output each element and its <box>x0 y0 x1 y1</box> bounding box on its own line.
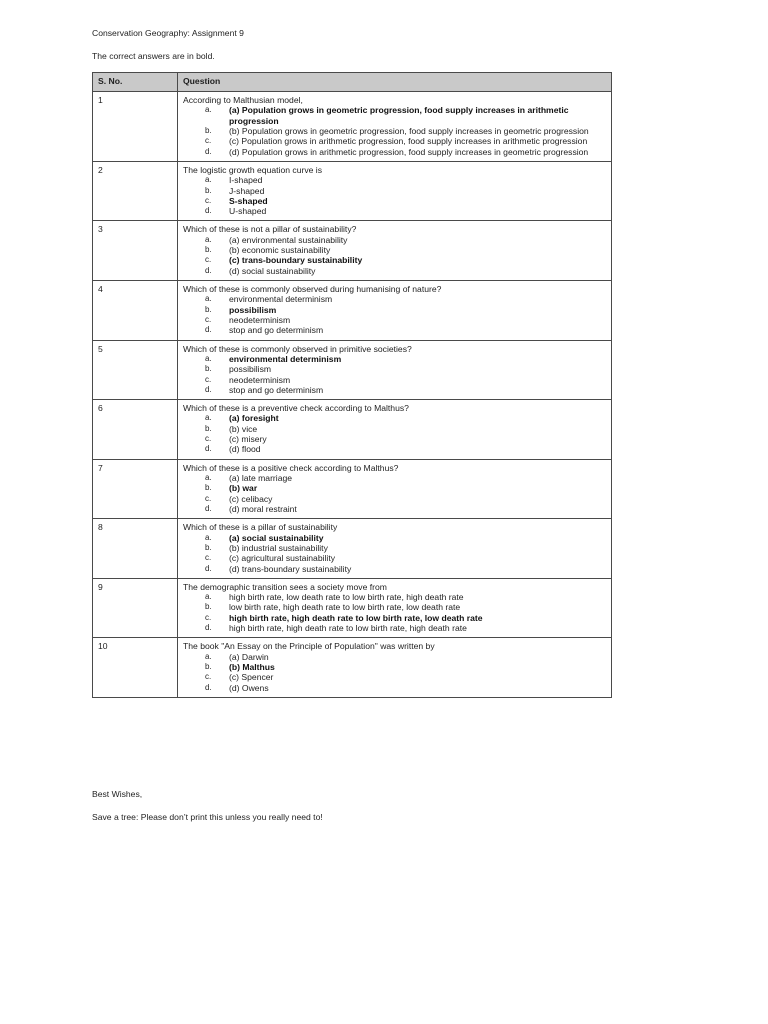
answer-options <box>183 652 606 693</box>
option-text: (d) flood <box>229 444 261 455</box>
option-letter: b. <box>205 245 212 255</box>
answer-option <box>183 105 606 126</box>
answer-option <box>183 533 606 543</box>
answer-option <box>183 434 606 444</box>
question-cell <box>178 340 612 400</box>
option-letter: d. <box>205 206 212 216</box>
option-letter: b. <box>205 542 212 552</box>
answer-options <box>183 105 606 157</box>
option-letter: c. <box>205 612 212 622</box>
table-row <box>93 519 612 579</box>
answer-options <box>183 473 606 514</box>
option-letter: c. <box>205 195 212 205</box>
question-number: 2 <box>93 161 178 221</box>
option-letter: a. <box>205 413 212 423</box>
correct-answer-text: (b) Malthus <box>229 662 275 672</box>
option-letter: d. <box>205 444 212 454</box>
correct-answer-text: S-shaped <box>229 195 268 206</box>
question-text: Which of these is not a pillar of sustainability? <box>183 224 357 235</box>
option-letter: a. <box>205 532 212 542</box>
answer-option <box>183 305 606 315</box>
table-row <box>93 161 612 221</box>
question-cell <box>178 161 612 221</box>
correct-answer-text: (c) trans-boundary sustainability <box>229 255 363 266</box>
answer-option <box>183 602 606 612</box>
answer-option <box>183 553 606 563</box>
option-letter: b. <box>205 304 212 314</box>
answer-option <box>183 683 606 693</box>
answer-option <box>183 444 606 454</box>
option-letter: c. <box>205 434 212 444</box>
answer-option <box>183 315 606 325</box>
question-number: 5 <box>93 340 178 400</box>
option-letter: d. <box>205 563 212 573</box>
option-letter: a. <box>205 473 212 482</box>
answer-option <box>183 623 606 633</box>
option-text: environmental determinism <box>229 294 333 305</box>
option-text: (b) vice <box>229 423 258 434</box>
option-letter: a. <box>205 651 212 661</box>
option-letter: c. <box>205 314 212 324</box>
answer-option <box>183 662 606 672</box>
option-letter: d. <box>205 682 212 692</box>
table-row <box>93 281 612 341</box>
answer-option <box>183 613 606 623</box>
option-text: high birth rate, low death rate to low birth rate, high death rate <box>229 592 464 603</box>
question-number: 10 <box>93 638 178 698</box>
option-text: (c) Population grows in arithmetic progression, food supply increases in arithmetic progression <box>229 136 588 147</box>
answer-option <box>183 483 606 493</box>
question-text: The demographic transition sees a society move from <box>183 581 387 592</box>
answer-option <box>183 494 606 504</box>
option-text: (a) Darwin <box>229 651 269 662</box>
option-text: stop and go determinism <box>229 384 324 395</box>
option-text: (c) agricultural sustainability <box>229 553 336 564</box>
option-letter: c. <box>205 136 212 146</box>
option-text: (d) social sustainability <box>229 265 316 276</box>
option-letter: b. <box>205 483 212 493</box>
option-text: (c) celibacy <box>229 493 273 504</box>
option-text: (d) moral restraint <box>229 503 297 514</box>
option-letter: b. <box>205 602 212 612</box>
option-text: (b) economic sustainability <box>229 245 331 256</box>
table-row <box>93 578 612 638</box>
option-letter: b. <box>205 185 212 195</box>
option-letter: a. <box>205 175 212 185</box>
answer-options <box>183 354 606 395</box>
correct-answer-text: (a) Population grows in geometric progression, food supply increases in arithmetic progression <box>229 105 569 126</box>
question-text: The book "An Essay on the Principle of Population" was written by <box>183 641 435 652</box>
question-cell <box>178 281 612 341</box>
correct-answer-text: (b) war <box>229 483 258 494</box>
option-text: neodeterminism <box>229 374 291 385</box>
option-letter: a. <box>205 353 212 363</box>
answer-option <box>183 385 606 395</box>
option-letter: d. <box>205 146 212 156</box>
table-row <box>93 638 612 698</box>
answer-option <box>183 325 606 335</box>
option-text: (d) Owens <box>229 682 269 693</box>
option-letter: a. <box>205 592 212 602</box>
footer-note: Save a tree: Please don’t print this unless you really need to! <box>92 812 323 822</box>
answer-option <box>183 652 606 662</box>
correct-answer-text: environmental determinism <box>229 353 342 364</box>
answer-options <box>183 175 606 216</box>
question-cell <box>178 638 612 698</box>
answer-option <box>183 504 606 514</box>
answer-option <box>183 235 606 245</box>
question-cell <box>178 519 612 579</box>
option-letter: d. <box>205 325 212 335</box>
option-letter: b. <box>205 423 212 433</box>
answer-option <box>183 413 606 423</box>
question-text: Which of these is a preventive check according to Malthus? <box>183 403 409 414</box>
closing-text: Best Wishes, <box>92 789 143 799</box>
option-letter: a. <box>205 294 212 304</box>
option-text: (c) Spencer <box>229 672 274 683</box>
option-letter: a. <box>205 234 212 244</box>
option-text: (b) Population grows in geometric progression, food supply increases in geometric progression <box>229 125 589 136</box>
table-row <box>93 400 612 460</box>
answer-option <box>183 147 606 157</box>
answer-option <box>183 424 606 434</box>
correct-answer-text: (a) foresight <box>229 413 279 424</box>
question-cell <box>178 92 612 162</box>
header-question: Question <box>178 73 612 92</box>
question-number: 7 <box>93 459 178 519</box>
table-header-row <box>93 73 612 92</box>
question-text: The logistic growth equation curve is <box>183 164 323 175</box>
question-number: 4 <box>93 281 178 341</box>
answer-option <box>183 245 606 255</box>
answer-option <box>183 375 606 385</box>
answer-option <box>183 564 606 574</box>
option-text: (c) misery <box>229 434 267 445</box>
questions-table <box>92 72 612 698</box>
answer-option <box>183 206 606 216</box>
answer-options <box>183 413 606 454</box>
answer-option <box>183 354 606 364</box>
question-text: Which of these is a pillar of sustainability <box>183 522 338 533</box>
question-number: 1 <box>93 92 178 162</box>
question-cell <box>178 578 612 638</box>
table-body <box>93 92 612 698</box>
option-text: neodeterminism <box>229 314 291 325</box>
correct-answer-text: (a) social sustainability <box>229 532 324 543</box>
answer-options <box>183 592 606 633</box>
option-text: I-shaped <box>229 175 263 186</box>
correct-answer-text: possibilism <box>229 304 277 315</box>
question-text: Which of these is a positive check according to Malthus? <box>183 462 399 473</box>
answer-option <box>183 294 606 304</box>
option-letter: d. <box>205 503 212 513</box>
answer-options <box>183 235 606 276</box>
answer-option <box>183 592 606 602</box>
question-number: 3 <box>93 221 178 281</box>
question-cell <box>178 400 612 460</box>
table-row <box>93 340 612 400</box>
answer-option <box>183 175 606 185</box>
option-text: (a) late marriage <box>229 473 293 483</box>
option-text: (d) trans-boundary sustainability <box>229 563 352 574</box>
option-text: (b) industrial sustainability <box>229 542 328 553</box>
question-text: According to Malthusian model, <box>183 95 303 105</box>
answer-option <box>183 255 606 265</box>
option-text: stop and go determinism <box>229 325 324 336</box>
option-text: J-shaped <box>229 185 265 196</box>
option-letter: c. <box>205 672 212 682</box>
answer-option <box>183 136 606 146</box>
answer-option <box>183 473 606 483</box>
option-text: (d) Population grows in arithmetic progression, food supply increases in geometric progression <box>229 146 589 157</box>
answer-options <box>183 294 606 335</box>
answer-option <box>183 672 606 682</box>
option-letter: a. <box>205 105 212 115</box>
option-text: U-shaped <box>229 206 267 217</box>
option-letter: b. <box>205 125 212 135</box>
table-row <box>93 221 612 281</box>
option-letter: c. <box>205 255 212 265</box>
question-number: 9 <box>93 578 178 638</box>
table-row <box>93 459 612 519</box>
option-text: high birth rate, high death rate to low birth rate, high death rate <box>229 623 467 634</box>
table-row <box>93 92 612 162</box>
question-text: Which of these is commonly observed in primitive societies? <box>183 343 412 354</box>
option-letter: d. <box>205 265 212 275</box>
question-text: Which of these is commonly observed during humanising of nature? <box>183 284 442 294</box>
answer-option <box>183 266 606 276</box>
answer-options <box>183 533 606 574</box>
option-letter: d. <box>205 384 212 394</box>
document-intro: The correct answers are in bold. <box>92 51 215 61</box>
question-cell <box>178 221 612 281</box>
option-text: (a) environmental sustainability <box>229 234 348 245</box>
question-cell <box>178 459 612 519</box>
answer-option <box>183 543 606 553</box>
answer-option <box>183 364 606 374</box>
option-text: low birth rate, high death rate to low birth rate, low death rate <box>229 602 461 613</box>
answer-option <box>183 126 606 136</box>
option-letter: b. <box>205 364 212 374</box>
correct-answer-text: high birth rate, high death rate to low birth rate, low death rate <box>229 612 483 623</box>
option-letter: b. <box>205 662 212 671</box>
answer-option <box>183 196 606 206</box>
question-number: 6 <box>93 400 178 460</box>
header-serial-number: S. No. <box>93 73 178 92</box>
option-text: possibilism <box>229 364 272 375</box>
option-letter: c. <box>205 374 212 384</box>
option-letter: d. <box>205 623 212 633</box>
option-letter: c. <box>205 553 212 563</box>
document-title: Conservation Geography: Assignment 9 <box>92 28 244 38</box>
question-number: 8 <box>93 519 178 579</box>
option-letter: c. <box>205 493 212 503</box>
answer-option <box>183 186 606 196</box>
